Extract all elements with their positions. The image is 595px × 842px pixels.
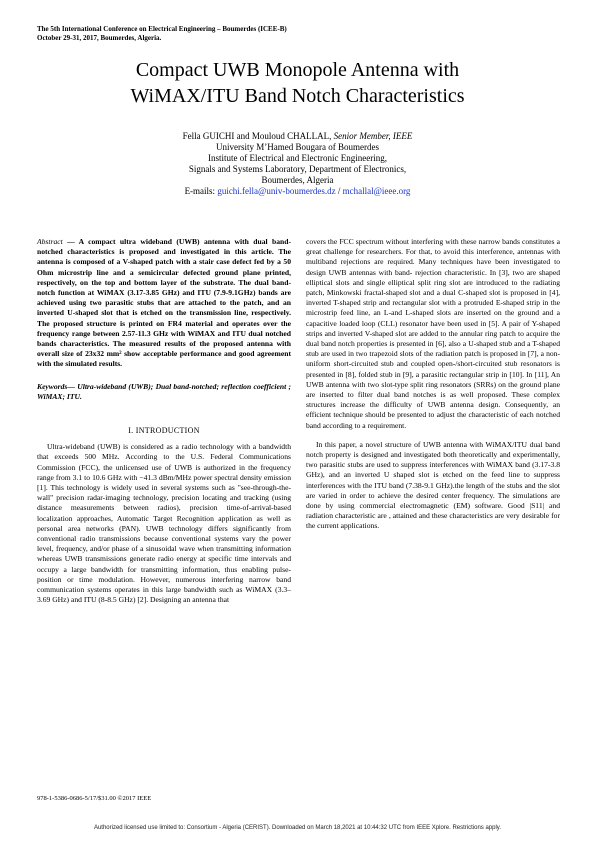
title-line-2: WiMAX/ITU Band Notch Characteristics [130,85,465,107]
right-column [306,237,560,532]
email-line [90,186,505,197]
email-label: E-mails: [184,186,218,196]
author-block [90,131,505,197]
intro-paragraph-1: Ultra-wideband (UWB) is considered as a radio technology with a bandwidth that exceeds 500 MHz. According to the U.S. Federal Communications Commission (FCC), the unlicensed use of UWB is authorized in the frequency range from 3.1 to 10.6 GHz with −41.3 dBm/MHz power spectral density emission [1]. This technology is widely used in several systems such as "see-through-the-wall" precision radar-imaging technology, precision locating and tracking (using distance measurements between radios), precision time-of-arrival-based localization approaches, Automatic Target Recognition application as well as personal area networks (PAN). UWB technology differs significantly from conventional radio transmissions because conventional systems vary the power level, frequency, and/or phase of a sinusoidal wave when transmitting information whereas UWB transmissions generate radio energy at specific time intervals and occupy a large bandwidth for transmitting information, thus enabling pulse-position or time modulation. However, numerous interfering narrow band communication systems operates in this large bandwidth such as WiMAX (3.3–3.69 GHz) and ITU (8-8.5 GHz) [2]. Designing an antenna that [37,442,291,605]
keywords: Keywords— Ultra-wideband (UWB); Dual band-notched; reflection coefficient ; WiMAX; ITU. [37,381,291,401]
email-link-2[interactable]: mchallal@ieee.org [342,186,411,196]
affiliation-lab: Signals and Systems Laboratory, Department of Electronics, [188,164,407,174]
author-names-line [90,131,505,142]
left-column [37,237,291,606]
abstract-lead: Abstract [37,237,63,246]
affiliation-institute: Institute of Electrical and Electronic Engineering, [208,153,387,163]
conference-name: The 5th International Conference on Electrical Engineering – Boumerdes (ICEE-B) [37,25,287,33]
copyright-notice: 978-1-5386-0686-5/17/$31.00 ©2017 IEEE [37,795,152,802]
author-role: Senior Member, IEEE [333,131,413,141]
author-names: Fella GUICHI and Mouloud CHALLAL, [182,131,334,141]
abstract [37,237,291,370]
intro-paragraph-continued: covers the FCC spectrum without interfering with these narrow bands constitutes a great challenge for researchers. For that, to avoid this interference, antennas with multiband rejections are required. Many techniques have been investigated to design UWB antennas with band- rejection characteristic. In [3], two are shaped elliptical slots and single elliptical split ring slot are introduced to the radiating patch, Minkowski fractal-shaped slot and a dual C-shaped slot is proposed in [4], inverted T-shaped strip and rectangular slot with a protruded E-shaped strip in the microstrip feed line, an L-and L-shaped slots are inserted on the ground and a capacitive loaded loop (CLL) resonator have been used in [5]. A pair of Y-shaped strips and inverted V-shaped slot are added to the annular ring patch to acquire the dual band notch properties is presented in [6], also a U-shaped stub and a T-shaped stub are used in two trapezoid slots of the radiation patch is proposed in [7], a non-uniform short-circuited stub and coupled open-/short-circuited stub resonators is presented in [8], folded stub in [9], a parasitic rectangular strip in [10]. In [11], An UWB antenna with two slot-type split ring resonators (SRRs) on the ground plane are inserted to filter dual band notches is as well proposed. These complex structures increase the difficulty of UWB antenna design. Consequently, an efficient technique should be presented to adjust the characteristic of each notched band according to a requirement. [306,237,560,430]
intro-paragraph-2: In this paper, a novel structure of UWB antenna with WiMAX/ITU dual band notch property is designed and investigated both theoretically and experimentally, two parasitic stubs are used to suppress interferences with WiMAX band (3.17-3.8 GHz), and an inverted U shaped slot is etched on the feed line to suppress interferences with the ITU band (7.38-9.1 GHz).the length of the stubs and the slot are varied in order to achieve the desired center frequency. The simulations are done by using commercial electromagnetic (EM) software. Good |S11| and radiation characteristic are , attained and these characteristics are very desirable for the current applications. [306,439,560,531]
paragraph-gap [306,431,560,440]
conference-header [37,25,437,43]
email-link-1[interactable]: guichi.fella@univ-boumerdes.dz [217,186,336,196]
affiliation-university: University M’Hamed Bougara of Boumerdes [216,142,379,152]
download-footer: Authorized licensed use limited to: Consortium - Algeria (CERIST). Downloaded on March 18,2021 at 10:44:32 UTC from IEEE Xplore. Restrictions apply. [93,825,502,831]
paper-title [40,57,555,109]
title-line-1: Compact UWB Monopole Antenna with [135,59,460,81]
email-separator: / [335,186,343,196]
section-heading-introduction: I. INTRODUCTION [128,426,200,436]
affiliation-city: Boumerdes, Algeria [261,175,334,185]
abstract-body: — A compact ultra wideband (UWB) antenna with dual band-notched characteristics is proposed and investigated in this article. The antenna is composed of a V-shaped patch with a stair case defect fed by a 50 Ohm microstrip line and a semicircular defected ground plane printed, respectively, on the top and bottom layer of the substrate. The dual band-notch function at WiMAX (3.17-3.85 GHz) and ITU (7.9-9.1GHz) bands are achieved using two parasitic stubs that are attached to the patch, and an inverted U-shaped slot that is etched on the transmission line, respectively. The proposed structure is printed on FR4 material and operates over the frequency range between 2.57-11.3 GHz with WiMAX and ITU dual notched bands characteristics. The measured results of the proposed antenna with overall size of 23x32 mm² show acceptable performance and good agreement with the simulated results. [37,237,291,369]
conference-date: October 29-31, 2017, Boumerdes, Algeria. [37,34,162,42]
